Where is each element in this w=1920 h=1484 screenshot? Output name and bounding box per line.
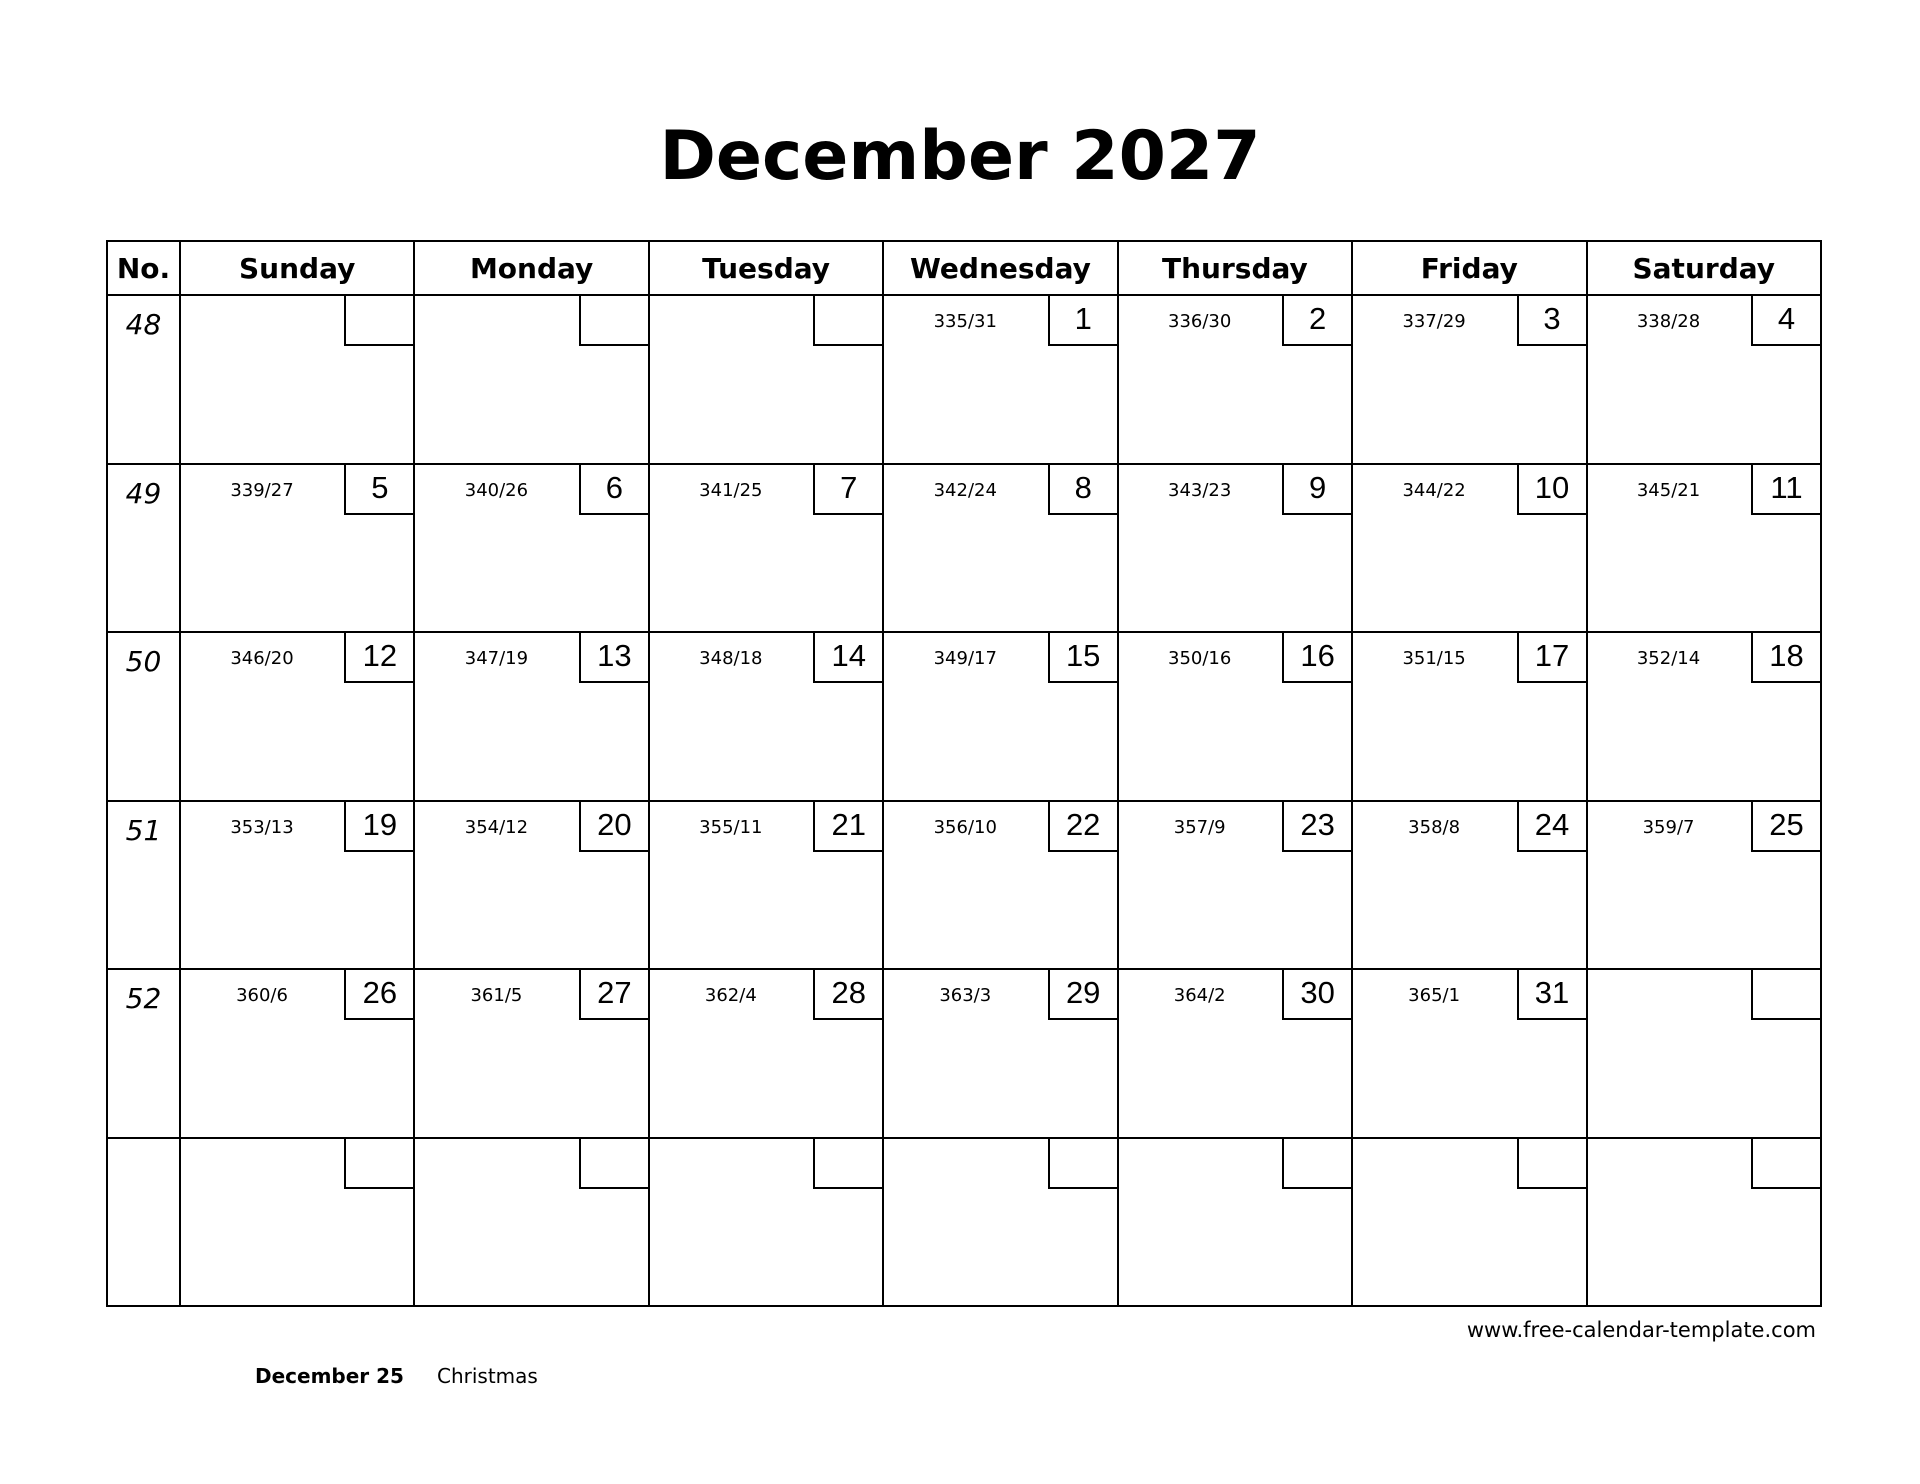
day-cell[interactable]	[180, 1138, 414, 1307]
calendar-body	[107, 295, 1821, 1306]
day-cell[interactable]	[883, 1138, 1117, 1307]
day-of-year-label: 357/9	[1173, 816, 1226, 838]
day-cell[interactable]	[414, 464, 648, 633]
day-cell[interactable]	[1587, 295, 1821, 464]
date-number-box: 14	[813, 631, 884, 683]
date-number-box: 13	[579, 631, 650, 683]
date-number-box: 1	[1048, 294, 1119, 346]
day-cell[interactable]	[1118, 969, 1352, 1138]
week-row	[107, 969, 1821, 1138]
date-number-box: 6	[579, 463, 650, 515]
day-cell[interactable]	[883, 632, 1117, 801]
day-cell[interactable]	[1352, 464, 1586, 633]
day-cell[interactable]	[1118, 464, 1352, 633]
date-number-box	[579, 1137, 650, 1189]
date-number-box: 31	[1517, 968, 1588, 1020]
day-cell[interactable]	[1352, 632, 1586, 801]
weekday-header-sunday: Sunday	[180, 241, 414, 295]
date-number-box: 15	[1048, 631, 1119, 683]
day-of-year-label: 348/18	[699, 648, 763, 669]
day-cell[interactable]	[649, 801, 883, 970]
day-cell[interactable]	[1118, 801, 1352, 970]
day-of-year-label: 362/4	[704, 985, 757, 1006]
day-of-year-label: 352/14	[1636, 648, 1701, 669]
date-number-box: 22	[1048, 800, 1119, 852]
week-number-cell	[107, 969, 180, 1138]
weekday-header-row	[107, 241, 1821, 295]
day-cell[interactable]	[1587, 801, 1821, 970]
weekday-header-monday: Monday	[414, 241, 648, 295]
week-number-cell	[107, 632, 180, 801]
week-row	[107, 801, 1821, 970]
day-of-year-label: 359/7	[1642, 816, 1695, 838]
week-number: 48	[125, 308, 162, 341]
website-credit: www.free-calendar-template.com	[1466, 1318, 1816, 1342]
day-cell[interactable]	[1118, 1138, 1352, 1307]
date-number-box: 10	[1517, 463, 1588, 515]
week-number: 51	[125, 813, 162, 847]
day-cell[interactable]	[414, 1138, 648, 1307]
weekday-header-friday: Friday	[1352, 241, 1586, 295]
holiday-name: Christmas	[437, 1364, 538, 1388]
date-number-box: 21	[813, 800, 884, 852]
date-number-box: 26	[344, 968, 415, 1020]
date-number-box: 20	[579, 800, 650, 852]
holiday-date: December 25	[255, 1364, 404, 1388]
day-of-year-label: 355/11	[699, 816, 763, 838]
day-cell[interactable]	[1118, 295, 1352, 464]
weekday-header-saturday: Saturday	[1587, 241, 1821, 295]
date-number-box	[1751, 1137, 1822, 1189]
date-number-box: 28	[813, 968, 884, 1020]
day-cell[interactable]	[180, 801, 414, 970]
week-number-cell	[107, 801, 180, 970]
day-cell[interactable]	[883, 295, 1117, 464]
day-of-year-label: 337/29	[1402, 311, 1466, 332]
week-number-header: No.	[107, 241, 180, 295]
week-number-cell	[107, 464, 180, 633]
day-cell[interactable]	[1118, 632, 1352, 801]
week-number	[108, 1139, 179, 1151]
week-number-cell	[107, 1138, 180, 1307]
day-of-year-label: 358/8	[1408, 816, 1461, 838]
calendar-title: December 2027	[659, 117, 1261, 196]
date-number-box: 27	[579, 968, 650, 1020]
week-number: 49	[125, 476, 162, 510]
day-cell[interactable]	[1352, 969, 1586, 1138]
day-cell[interactable]	[883, 464, 1117, 633]
week-row	[107, 632, 1821, 801]
date-number-box	[344, 1137, 415, 1189]
date-number-box: 16	[1282, 631, 1353, 683]
day-of-year-label: 361/5	[470, 985, 523, 1006]
date-number-box: 12	[344, 631, 415, 683]
week-row	[107, 295, 1821, 464]
week-row	[107, 464, 1821, 633]
date-number-box	[344, 294, 415, 346]
day-cell[interactable]	[414, 801, 648, 970]
day-cell[interactable]	[649, 464, 883, 633]
day-cell[interactable]	[1587, 464, 1821, 633]
day-of-year-label: 349/17	[933, 648, 997, 669]
date-number-box: 30	[1282, 968, 1353, 1020]
day-of-year-label: 343/23	[1168, 479, 1232, 501]
date-number-box: 3	[1517, 294, 1588, 346]
day-cell[interactable]	[649, 969, 883, 1138]
date-number-box	[813, 294, 884, 346]
day-cell[interactable]	[1352, 801, 1586, 970]
week-row	[107, 1138, 1821, 1307]
day-of-year-label: 345/21	[1636, 479, 1701, 501]
day-of-year-label: 364/2	[1173, 985, 1226, 1006]
day-of-year-label: 365/1	[1408, 985, 1461, 1006]
day-cell[interactable]	[1587, 1138, 1821, 1307]
day-cell[interactable]	[883, 969, 1117, 1138]
date-number-box: 24	[1517, 800, 1588, 852]
date-number-box: 23	[1282, 800, 1353, 852]
day-of-year-label: 341/25	[699, 479, 763, 501]
day-of-year-label: 339/27	[230, 479, 294, 501]
day-of-year-label: 363/3	[939, 985, 992, 1006]
date-number-box	[1048, 1137, 1119, 1189]
day-cell[interactable]	[649, 632, 883, 801]
day-of-year-label: 351/15	[1402, 648, 1466, 669]
day-of-year-label: 360/6	[236, 985, 288, 1006]
date-number-box	[1751, 968, 1822, 1020]
date-number-box: 9	[1282, 463, 1353, 515]
day-cell[interactable]	[180, 969, 414, 1138]
day-of-year-label: 356/10	[933, 816, 997, 838]
date-number-box: 7	[813, 463, 884, 515]
date-number-box	[813, 1137, 884, 1189]
day-of-year-label: 347/19	[464, 648, 529, 669]
day-cell[interactable]	[1587, 969, 1821, 1138]
date-number-box: 18	[1751, 631, 1822, 683]
day-of-year-label: 344/22	[1402, 479, 1466, 501]
day-cell[interactable]	[649, 295, 883, 464]
date-number-box: 2	[1282, 294, 1353, 346]
day-cell[interactable]	[414, 969, 648, 1138]
day-cell[interactable]	[414, 295, 648, 464]
day-cell[interactable]	[180, 295, 414, 464]
day-of-year-label: 354/12	[464, 816, 529, 838]
day-of-year-label: 338/28	[1636, 311, 1701, 332]
day-of-year-label: 350/16	[1168, 648, 1232, 669]
day-of-year-label: 340/26	[464, 479, 529, 501]
day-of-year-label: 336/30	[1168, 311, 1232, 332]
week-number: 52	[125, 982, 162, 1015]
weekday-header-wednesday: Wednesday	[883, 241, 1117, 295]
date-number-box: 8	[1048, 463, 1119, 515]
date-number-box	[579, 294, 650, 346]
day-cell[interactable]	[649, 1138, 883, 1307]
weekday-header-thursday: Thursday	[1118, 241, 1352, 295]
date-number-box	[1517, 1137, 1588, 1189]
week-number: 50	[125, 645, 162, 678]
day-cell[interactable]	[414, 632, 648, 801]
day-cell[interactable]	[1352, 295, 1586, 464]
date-number-box: 17	[1517, 631, 1588, 683]
day-of-year-label: 342/24	[933, 479, 997, 501]
day-of-year-label: 346/20	[230, 648, 294, 669]
date-number-box: 5	[344, 463, 415, 515]
date-number-box: 29	[1048, 968, 1119, 1020]
day-cell[interactable]	[180, 632, 414, 801]
day-of-year-label: 353/13	[230, 816, 294, 838]
date-number-box: 4	[1751, 294, 1822, 346]
date-number-box	[1282, 1137, 1353, 1189]
date-number-box: 11	[1751, 463, 1822, 515]
weekday-header-tuesday: Tuesday	[649, 241, 883, 295]
calendar-grid	[106, 240, 1822, 1307]
day-cell[interactable]	[883, 801, 1117, 970]
day-cell[interactable]	[1587, 632, 1821, 801]
day-of-year-label: 335/31	[933, 311, 997, 332]
date-number-box: 19	[344, 800, 415, 852]
day-cell[interactable]	[180, 464, 414, 633]
date-number-box: 25	[1751, 800, 1822, 852]
day-cell[interactable]	[1352, 1138, 1586, 1307]
week-number-cell	[107, 295, 180, 464]
